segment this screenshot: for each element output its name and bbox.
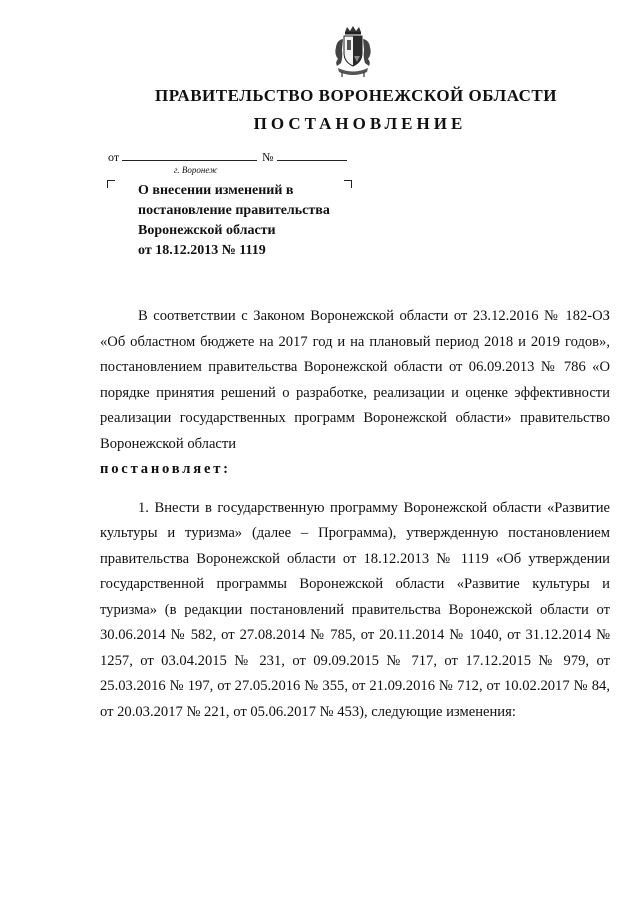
subject-line: О внесении изменений в bbox=[138, 183, 294, 198]
registration-line bbox=[108, 150, 347, 165]
date-prefix: от bbox=[108, 150, 120, 164]
number-blank bbox=[277, 151, 347, 161]
subject-bracket-left bbox=[107, 180, 115, 188]
subject-line: постановление правительства bbox=[138, 203, 330, 218]
subject-line: от 18.12.2013 № 1119 bbox=[138, 243, 266, 258]
number-prefix: № bbox=[262, 150, 274, 164]
government-name: ПРАВИТЕЛЬСТВО ВОРОНЕЖСКОЙ ОБЛАСТИ bbox=[154, 86, 557, 105]
subject-line: Воронежской области bbox=[138, 223, 276, 238]
document-type: ПОСТАНОВЛЕНИЕ bbox=[253, 114, 467, 133]
item-1-paragraph: 1. Внести в государственную программу Воронежской области «Развитие культуры и туризма» (далее – Программа), утвержденную постановлением правительства Воронежской области от 18.12.2013 № 1119 «Об утверждении государственной программы Воронежской области «Развитие культуры и туризма» (в редакции постановлений правительства Воронежской области от 30.06.2014 № 582, от 27.08.2014 № 785, от 20.11.2014 № 1040, от 31.12.2014 № 1257, от 03.04.2015 № 231, от 09.09.2015 № 717, от 17.12.2015 № 979, от 25.03.2016 № 197, от 27.05.2016 № 355, от 21.09.2016 № 712, от 10.02.2017 № 84, от 20.03.2017 № 221, от 05.06.2017 № 453), следующие изменения: bbox=[100, 499, 610, 720]
document-body bbox=[100, 304, 610, 725]
preamble-paragraph: В соответствии с Законом Воронежской области от 23.12.2016 № 182-ОЗ «Об областном бюджете на 2017 год и на плановый период 2018 и 2019 годов», постановлением правительства Воронежской области от 06.09.2013 № 786 «О порядке принятия решений о разработке, реализации и оценке эффективности реализации государственных программ Воронежской области» правительство Воронежской области bbox=[100, 308, 610, 452]
city-label: г. Воронеж bbox=[174, 165, 218, 175]
date-blank bbox=[122, 151, 257, 161]
voronezh-coat-of-arms-icon bbox=[330, 26, 376, 80]
document-subject bbox=[138, 181, 368, 261]
decree-word: постановляет: bbox=[100, 461, 231, 477]
